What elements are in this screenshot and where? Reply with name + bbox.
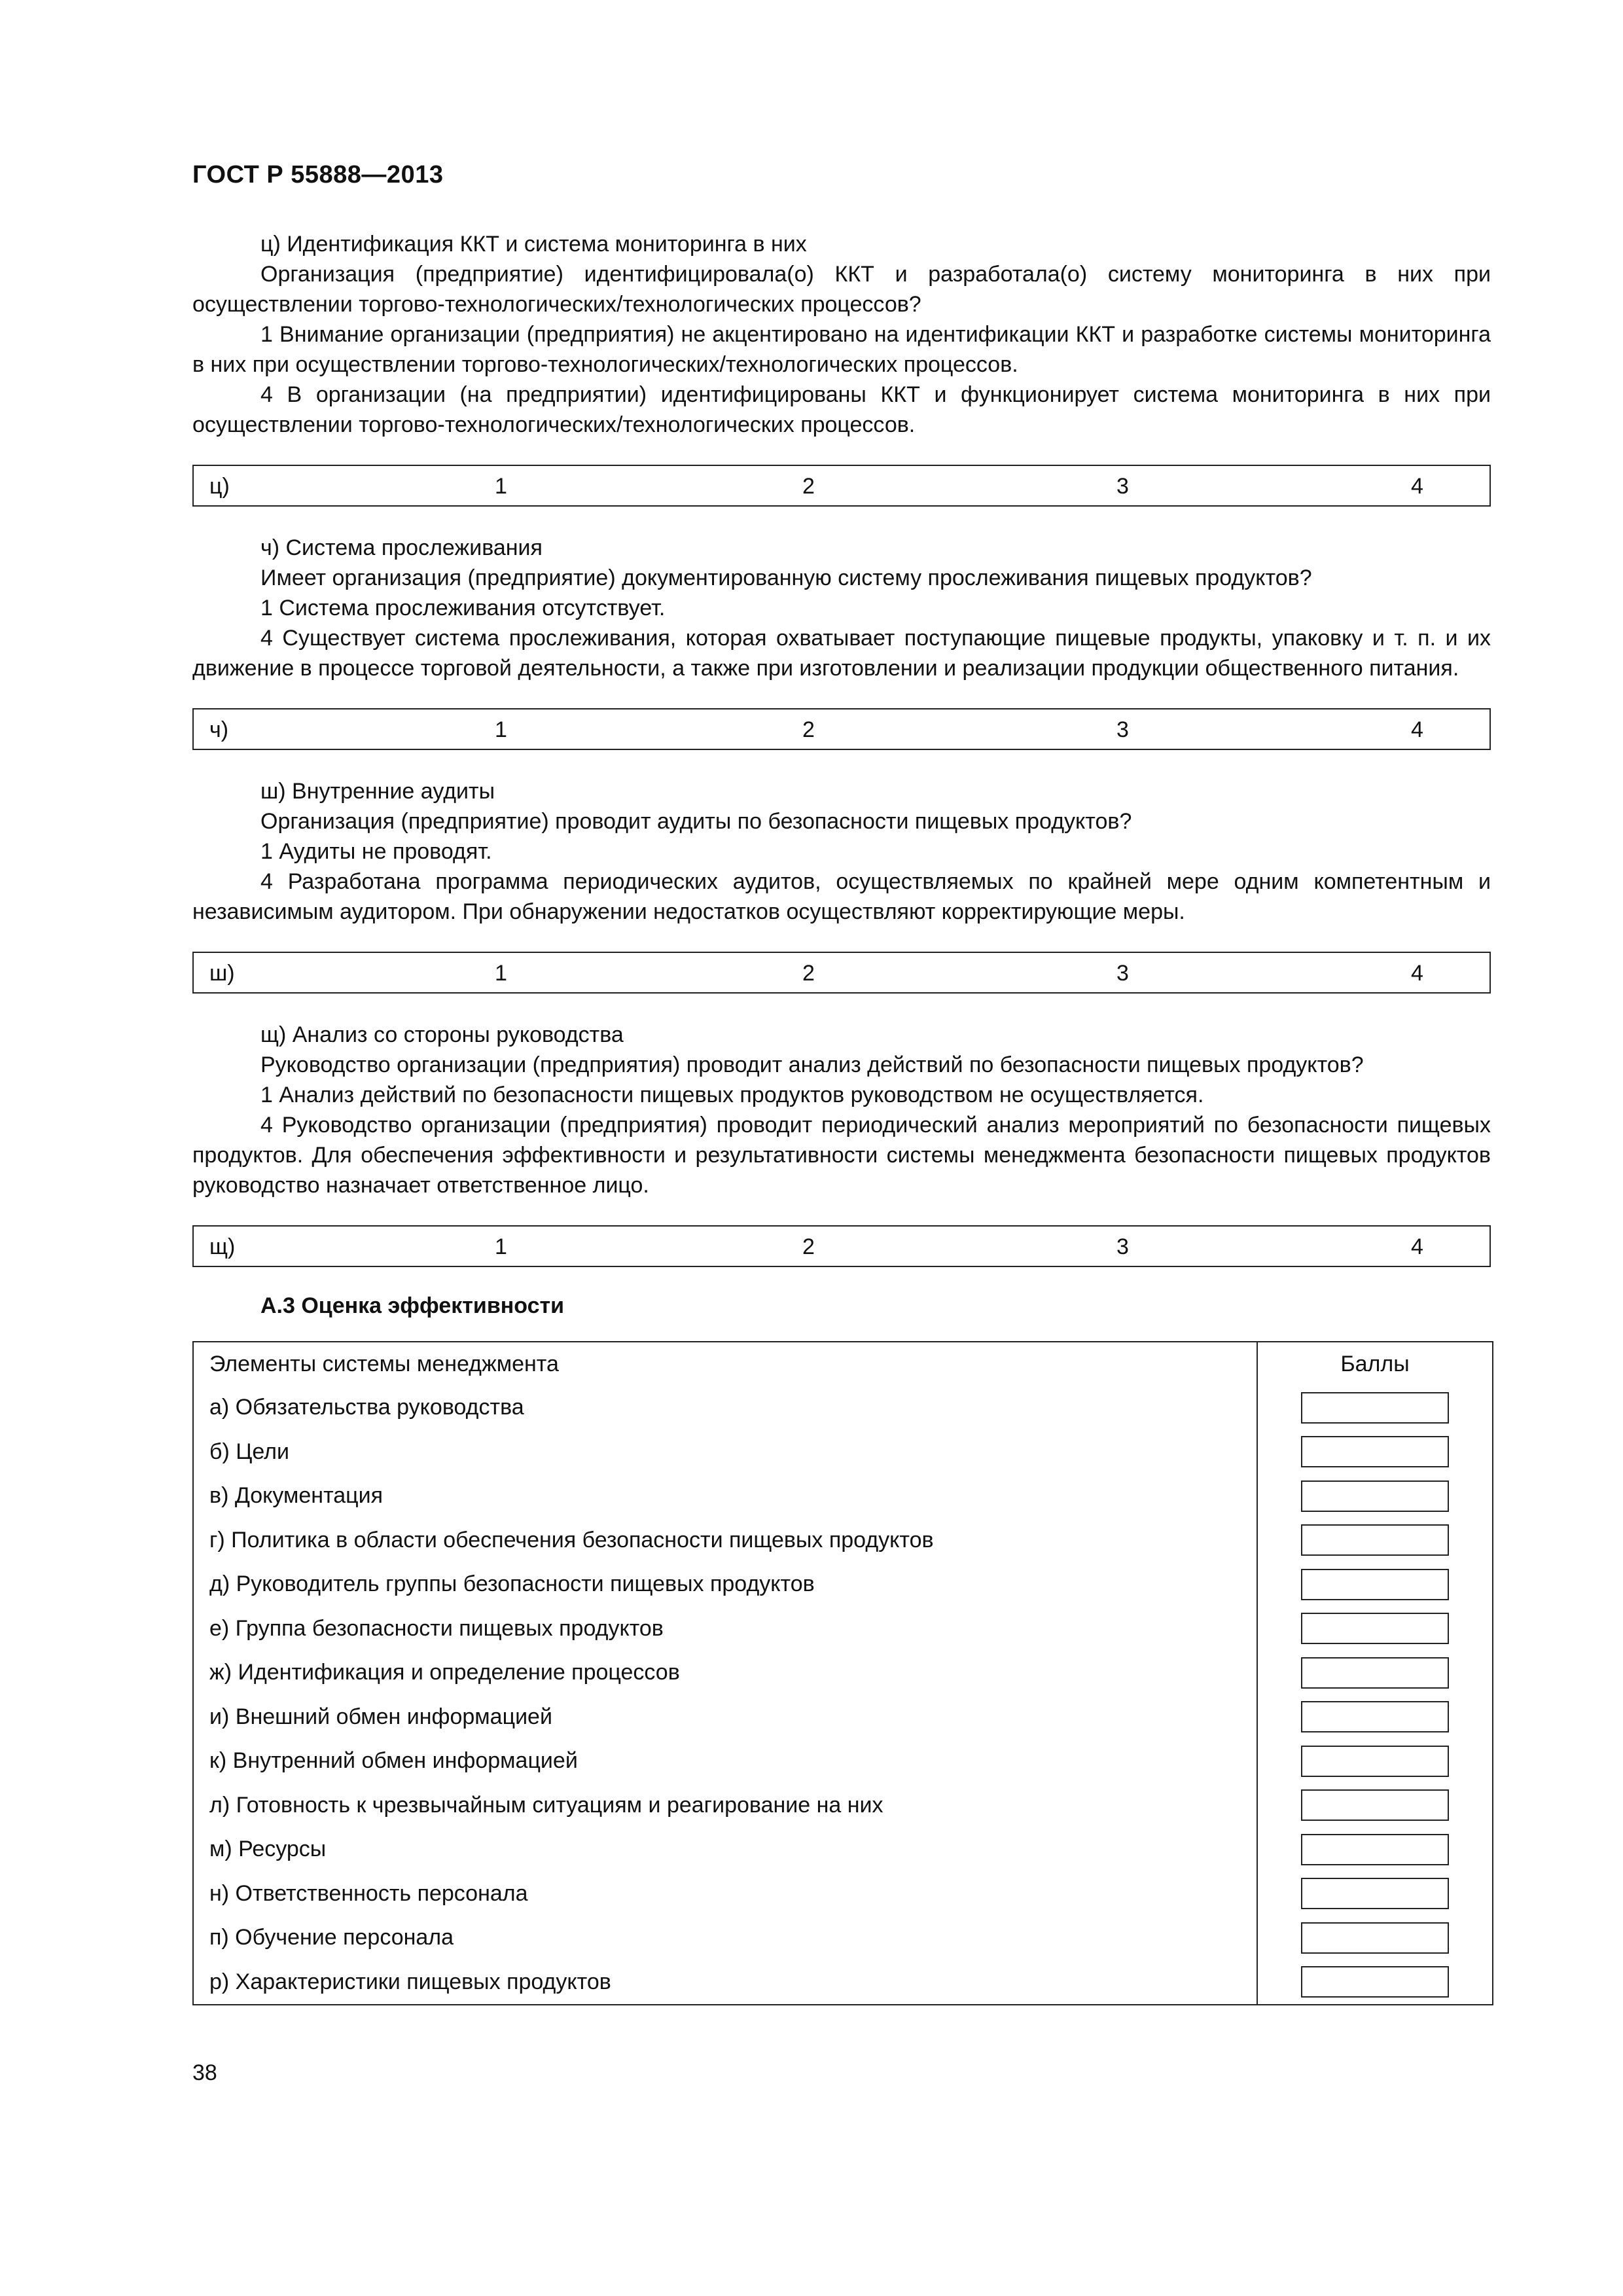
- table-row: [194, 1960, 1492, 2005]
- element-label: н) Ответственность персонала: [209, 1880, 528, 1906]
- table-row: [194, 1695, 1492, 1740]
- table-row: [194, 1739, 1492, 1784]
- points-input-box[interactable]: [1301, 1480, 1449, 1512]
- element-label: л) Готовность к чрезвычайным ситуациям и реагирование на них: [209, 1792, 883, 1818]
- points-input-box[interactable]: [1301, 1922, 1449, 1954]
- section-ch: [192, 533, 1491, 750]
- table-row: [194, 1607, 1492, 1651]
- rating-scale-row: [192, 952, 1491, 994]
- points-cell: [1257, 1430, 1492, 1475]
- rating-option-4[interactable]: 4: [1411, 1234, 1423, 1259]
- rating-option-1[interactable]: 1: [495, 717, 507, 742]
- score-4-description: 4 В организации (на предприятии) идентифицированы ККТ и функционирует система мониторинга в них при осуществлении торгово-технологических/технологических процессов.: [192, 382, 1491, 437]
- section-title: щ) Анализ со стороны руководства: [260, 1022, 624, 1047]
- effectiveness-table: [192, 1341, 1493, 2005]
- section-ts: [192, 229, 1491, 507]
- element-label: м) Ресурсы: [209, 1837, 327, 1862]
- points-cell: [1257, 1518, 1492, 1563]
- points-input-box[interactable]: [1301, 1834, 1449, 1865]
- points-input-box[interactable]: [1301, 1613, 1449, 1644]
- table-row: [194, 1916, 1492, 1960]
- points-input-box[interactable]: [1301, 1392, 1449, 1424]
- page-number: 38: [192, 2060, 217, 2085]
- a3-heading: А.3 Оценка эффективности: [260, 1293, 565, 1318]
- points-cell: [1257, 1607, 1492, 1651]
- points-cell: [1257, 1784, 1492, 1828]
- section-shch: [192, 1020, 1491, 1267]
- table-row: [194, 1651, 1492, 1695]
- section-title: ш) Внутренние аудиты: [260, 779, 495, 804]
- score-4-description: 4 Существует система прослеживания, которая охватывает поступающие пищевые продукты, упаковку и т. п. и их движение в процессе торговой деятельности, а также при изготовлении и реализации продукции общественного питания.: [192, 626, 1491, 681]
- table-row: [194, 1430, 1492, 1475]
- score-1-description: 1 Внимание организации (предприятия) не акцентировано на идентификации ККТ и разработке системы мониторинга в них при осуществлении торгово-технологических/технологических процессов.: [192, 322, 1491, 377]
- points-input-box[interactable]: [1301, 1436, 1449, 1467]
- element-label: а) Обязательства руководства: [209, 1395, 524, 1420]
- score-4-description: 4 Разработана программа периодических аудитов, осуществляемых по крайней мере одним компетентным и независимым аудитором. При обнаружении недостатков осуществляют корректирующие меры.: [192, 869, 1491, 924]
- rating-option-4[interactable]: 4: [1411, 961, 1423, 986]
- element-label: ж) Идентификация и определение процессов: [209, 1660, 680, 1685]
- points-input-box[interactable]: [1301, 1878, 1449, 1909]
- rating-scale-letter: щ): [209, 1234, 236, 1259]
- points-cell: [1257, 1960, 1492, 2005]
- points-cell: [1257, 1562, 1492, 1607]
- table-row: [194, 1872, 1492, 1916]
- points-cell: [1257, 1739, 1492, 1784]
- points-input-box[interactable]: [1301, 1746, 1449, 1777]
- points-cell: [1257, 1474, 1492, 1518]
- points-cell: [1257, 1651, 1492, 1695]
- column-header-elements: Элементы системы менеджмента: [209, 1351, 559, 1376]
- rating-scale-letter: ц): [209, 474, 230, 499]
- rating-option-2[interactable]: 2: [802, 474, 815, 499]
- points-cell: [1257, 1872, 1492, 1916]
- rating-option-2[interactable]: 2: [802, 961, 815, 986]
- table-row: [194, 1562, 1492, 1607]
- rating-option-4[interactable]: 4: [1411, 474, 1423, 499]
- section-title: ч) Система прослеживания: [260, 535, 543, 560]
- rating-option-1[interactable]: 1: [495, 961, 507, 986]
- table-row: [194, 1518, 1492, 1563]
- points-cell: [1257, 1386, 1492, 1430]
- points-input-box[interactable]: [1301, 1569, 1449, 1600]
- rating-option-1[interactable]: 1: [495, 1234, 507, 1259]
- page-content: [192, 229, 1491, 2005]
- section-question: Организация (предприятие) проводит аудиты по безопасности пищевых продуктов?: [260, 809, 1132, 834]
- rating-scale-row: [192, 1225, 1491, 1267]
- element-label: п) Обучение персонала: [209, 1925, 454, 1950]
- table-row: [194, 1784, 1492, 1828]
- column-header-points: Баллы: [1257, 1342, 1492, 1386]
- section-title: ц) Идентификация ККТ и система мониторинга в них: [260, 232, 807, 257]
- rating-option-3[interactable]: 3: [1116, 1234, 1129, 1259]
- element-label: г) Политика в области обеспечения безопасности пищевых продуктов: [209, 1527, 934, 1552]
- section-question: Имеет организация (предприятие) документированную систему прослеживания пищевых продуктов?: [260, 565, 1312, 590]
- points-input-box[interactable]: [1301, 1524, 1449, 1556]
- points-cell: [1257, 1695, 1492, 1740]
- document-code-header: ГОСТ Р 55888—2013: [192, 161, 444, 188]
- section-question: Организация (предприятие) идентифицировала(о) ККТ и разработала(о) систему мониторинга в них при осуществлении торгово-технологических/технологических процессов?: [192, 262, 1491, 317]
- element-label: б) Цели: [209, 1439, 290, 1464]
- table-row: [194, 1827, 1492, 1872]
- points-input-box[interactable]: [1301, 1789, 1449, 1821]
- table-row: [194, 1386, 1492, 1430]
- points-input-box[interactable]: [1301, 1701, 1449, 1732]
- section-question: Руководство организации (предприятия) проводит анализ действий по безопасности пищевых продуктов?: [260, 1052, 1364, 1077]
- rating-scale-row: [192, 708, 1491, 750]
- element-label: к) Внутренний обмен информацией: [209, 1748, 578, 1774]
- element-label: в) Документация: [209, 1483, 383, 1509]
- points-cell: [1257, 1916, 1492, 1960]
- rating-option-3[interactable]: 3: [1116, 474, 1129, 499]
- element-label: д) Руководитель группы безопасности пищевых продуктов: [209, 1571, 815, 1597]
- rating-scale-row: [192, 465, 1491, 507]
- table-row: [194, 1474, 1492, 1518]
- element-label: и) Внешний обмен информацией: [209, 1704, 552, 1729]
- points-input-box[interactable]: [1301, 1657, 1449, 1689]
- rating-option-3[interactable]: 3: [1116, 961, 1129, 986]
- element-label: е) Группа безопасности пищевых продуктов: [209, 1615, 664, 1641]
- score-1-description: 1 Анализ действий по безопасности пищевых продуктов руководством не осуществляется.: [260, 1083, 1204, 1107]
- rating-option-2[interactable]: 2: [802, 717, 815, 742]
- points-input-box[interactable]: [1301, 1966, 1449, 1998]
- score-1-description: 1 Аудиты не проводят.: [260, 839, 492, 864]
- rating-option-2[interactable]: 2: [802, 1234, 815, 1259]
- rating-option-4[interactable]: 4: [1411, 717, 1423, 742]
- rating-option-3[interactable]: 3: [1116, 717, 1129, 742]
- rating-scale-letter: ч): [209, 717, 229, 742]
- rating-option-1[interactable]: 1: [495, 474, 507, 499]
- points-cell: [1257, 1827, 1492, 1872]
- section-sh: [192, 776, 1491, 994]
- table-header-row: [194, 1342, 1492, 1386]
- element-label: р) Характеристики пищевых продуктов: [209, 1969, 611, 1994]
- rating-scale-letter: ш): [209, 961, 235, 986]
- score-4-description: 4 Руководство организации (предприятия) проводит периодический анализ мероприятий по безопасности пищевых продуктов. Для обеспечения эффективности и результативности системы менеджмента безопасности пищевых продуктов руководство назначает ответственное лицо.: [192, 1113, 1491, 1198]
- score-1-description: 1 Система прослеживания отсутствует.: [260, 596, 666, 620]
